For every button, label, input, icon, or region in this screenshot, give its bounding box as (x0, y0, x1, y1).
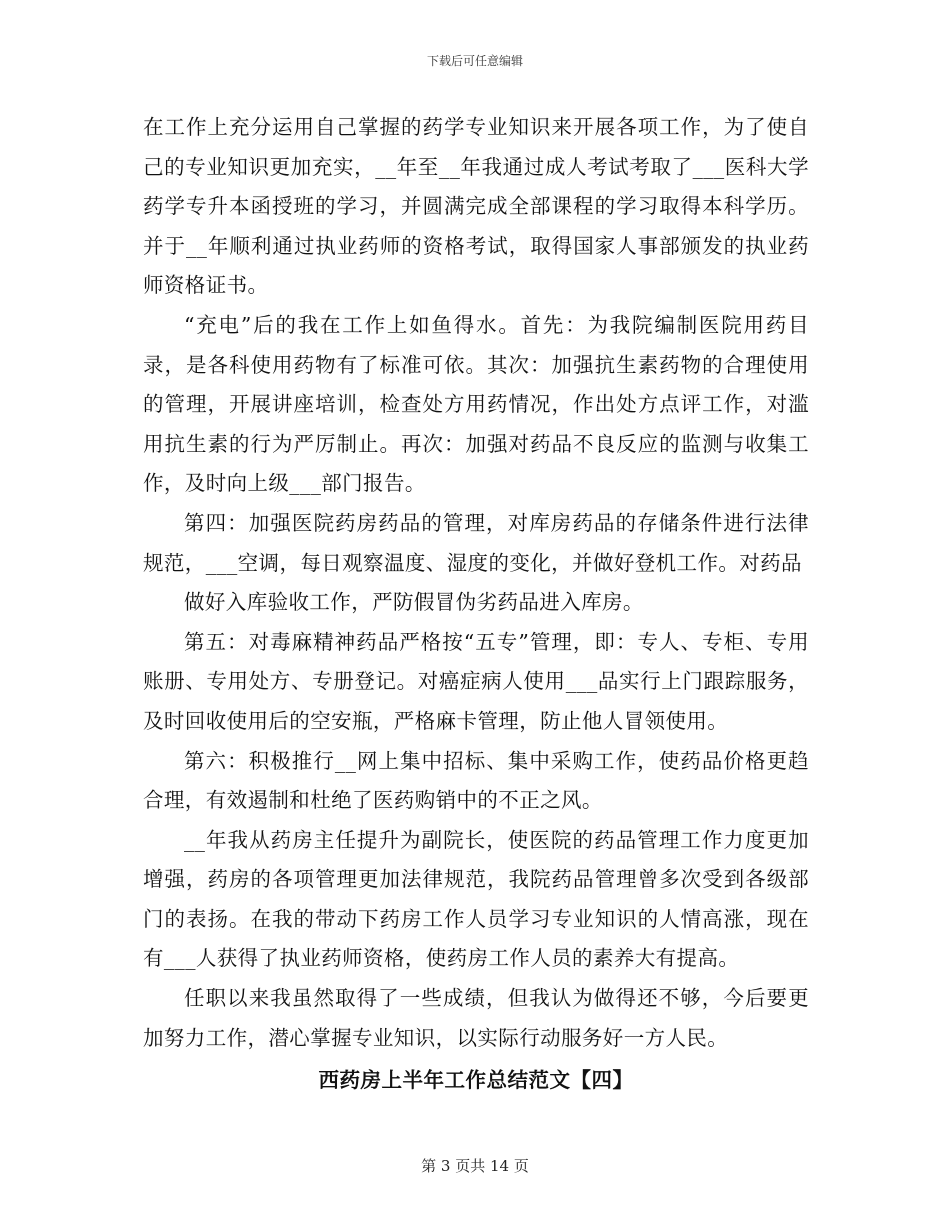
paragraph-1: 在工作上充分运用自己掌握的药学专业知识来开展各项工作，为了使自己的专业知识更加充实，__年至__年我通过成人考试考取了___医科大学药学专升本函授班的学习，并圆满完成全部课程的学习取得本科学历。并于__年顺利通过执业药师的资格考试，取得国家人事部颁发的执业药师资格证书。 (143, 115, 809, 298)
page-header: 下载后可任意编辑 (426, 54, 523, 68)
paragraph-3: 第四：加强医院药房药品的管理，对库房药品的存储条件进行法律规范，___空调，每日观察温度、湿度的变化，并做好登机工作。对药品 (143, 510, 809, 575)
page-footer: 第 3 页共 14 页 (421, 1157, 529, 1175)
paragraph-8: 任职以来我虽然取得了一些成绩，但我认为做得还不够，今后要更加努力工作，潜心掌握专业知识，以实际行动服务好一方人民。 (143, 986, 809, 1050)
paragraph-7: __年我从药房主任提升为副院长，使医院的药品管理工作力度更加增强，药房的各项管理更加法律规范，我院药品管理曾多次受到各级部门的表扬。在我的带动下药房工作人员学习专业知识的人情高涨，现在有___人获得了执业药师资格，使药房工作人员的素养大有提高。 (143, 827, 809, 971)
paragraph-6: 第六：积极推行__网上集中招标、集中采购工作，使药品价格更趋合理，有效遏制和杜绝了医药购销中的不正之风。 (143, 748, 809, 813)
paragraph-4: 做好入库验收工作，严防假冒伪劣药品进入库房。 (184, 590, 644, 615)
paragraph-2: “充电”后的我在工作上如鱼得水。首先：为我院编制医院用药目录，是各科使用药物有了标准可依。其次：加强抗生素药物的合理使用的管理，开展讲座培训，检查处方用药情况，作出处方点评工作，对滥用抗生素的行为严厉制止。再次：加强对药品不良反应的监测与收集工作，及时向上级___部门报告。 (143, 312, 809, 496)
paragraph-5: 第五：对毒麻精神药品严格按“五专”管理，即：专人、专柜、专用账册、专用处方、专册登记。对癌症病人使用___品实行上门跟踪服务，及时回收使用后的空安瓶，严格麻卡管理，防止他人冒领使用。 (143, 629, 809, 733)
section-title: 西药房上半年工作总结范文【四】 (318, 1068, 634, 1093)
document-body (143, 108, 809, 1102)
